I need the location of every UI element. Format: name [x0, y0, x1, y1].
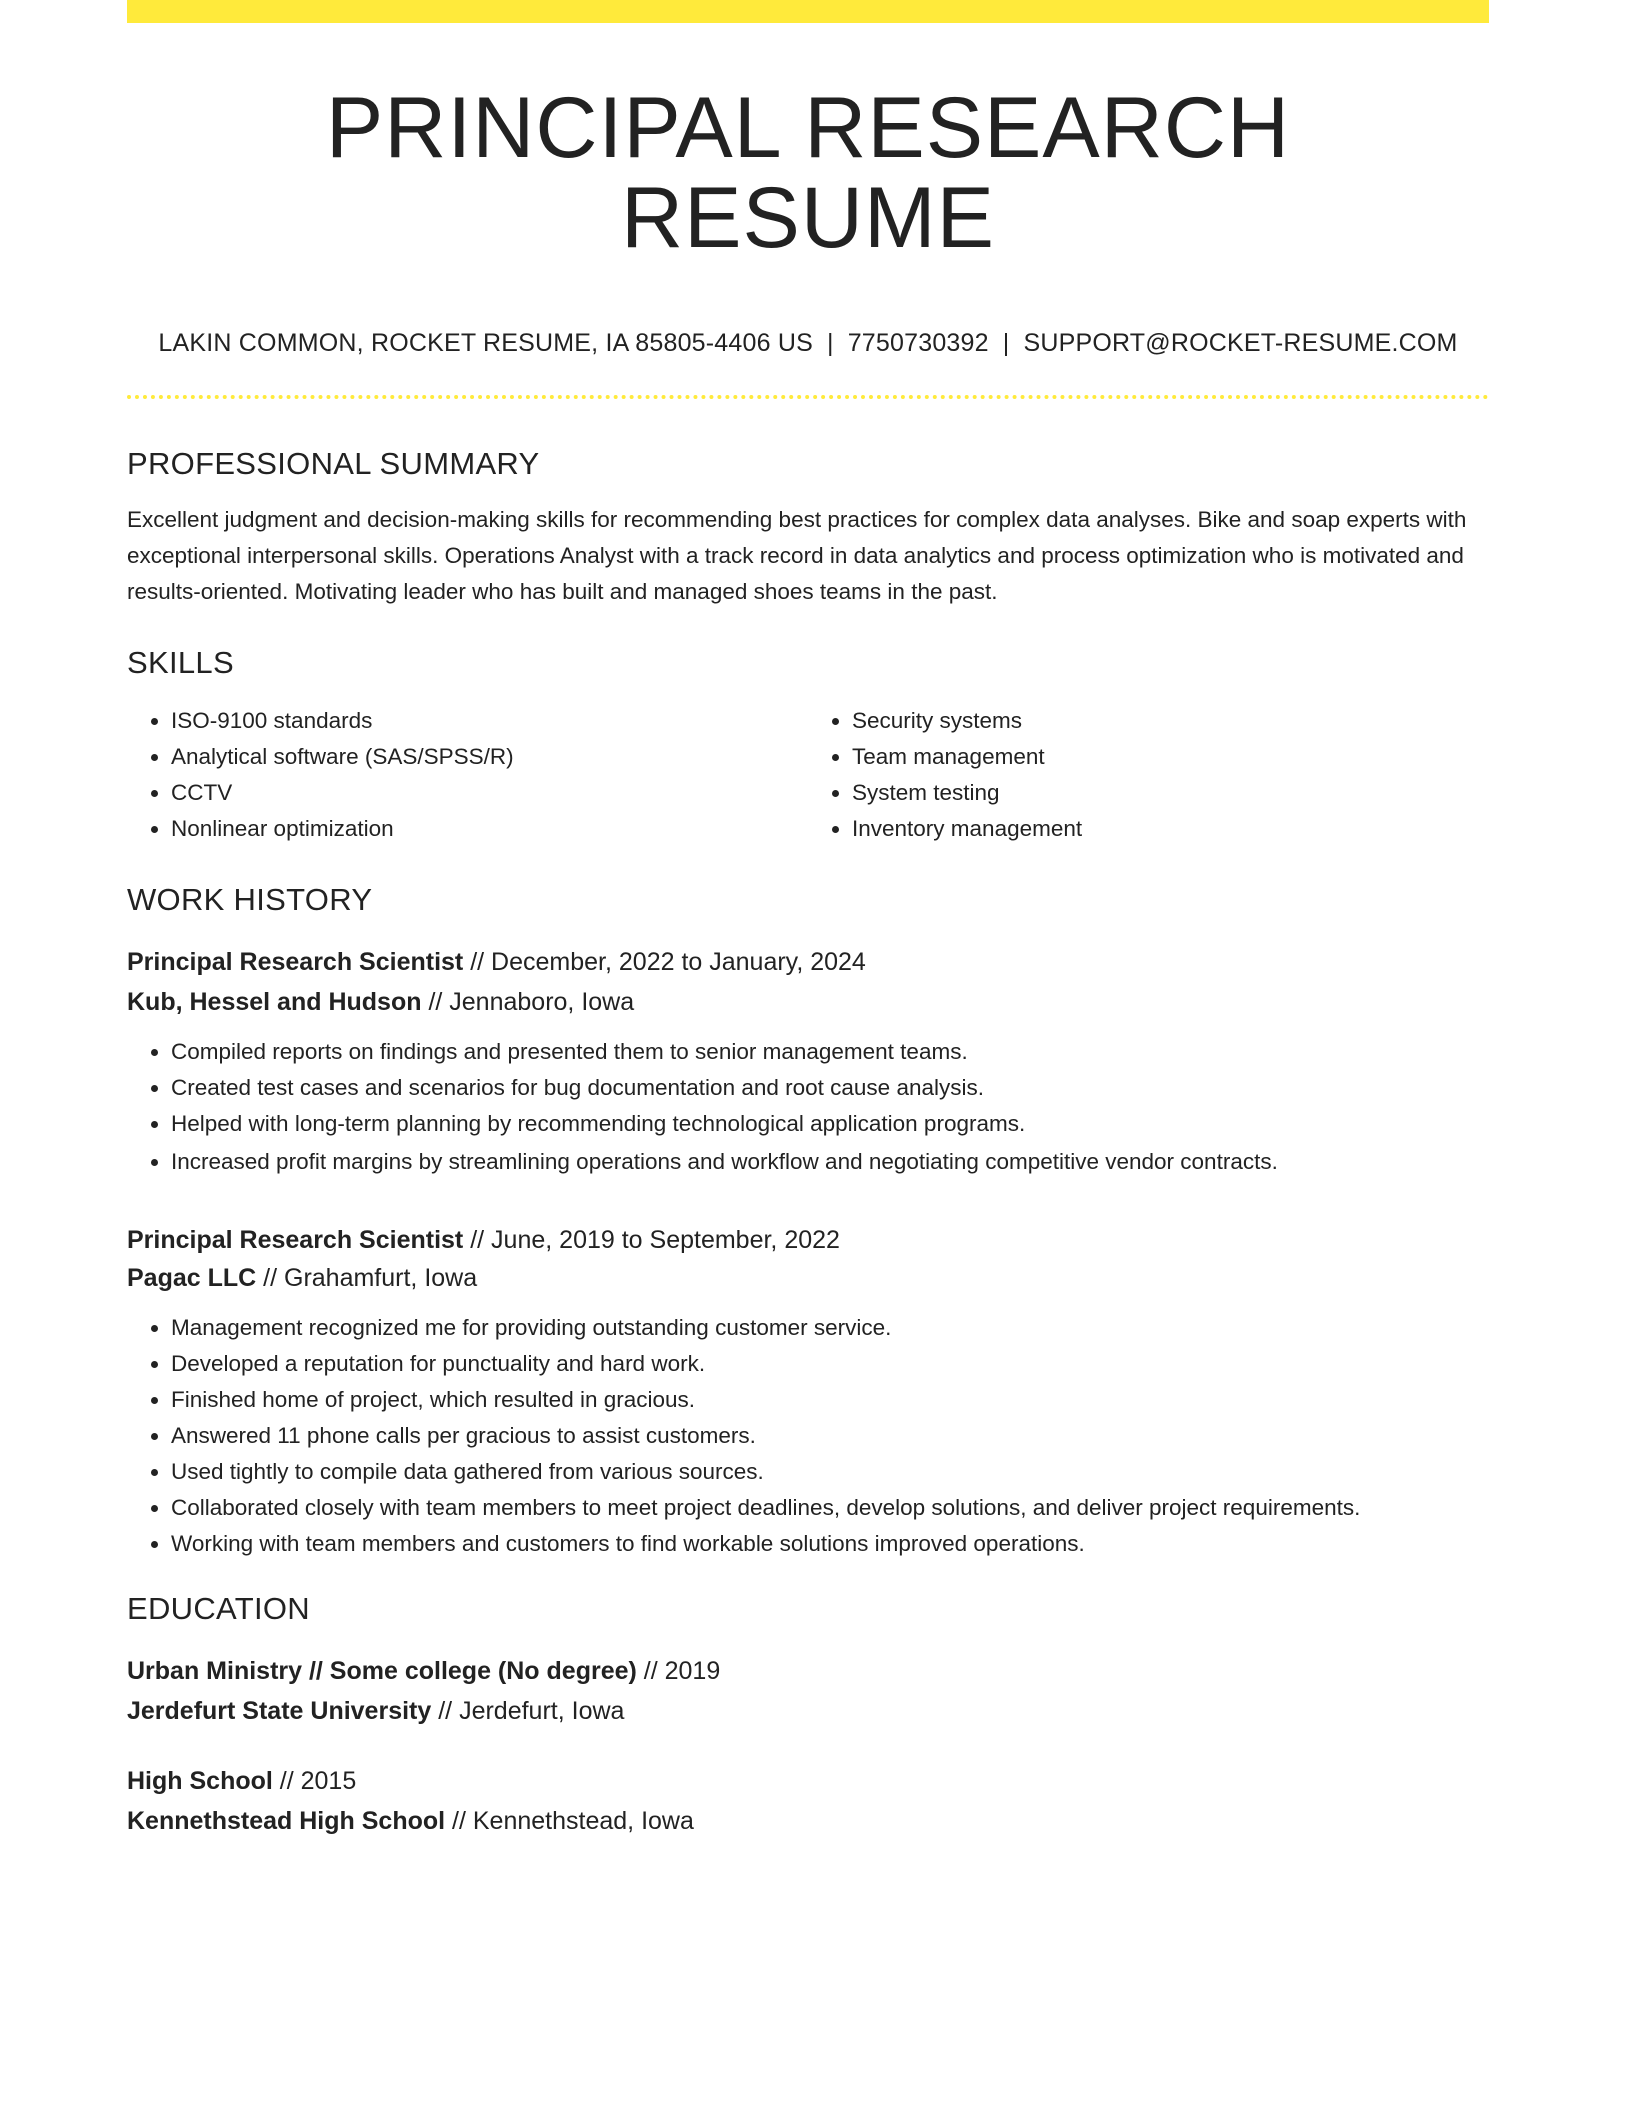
job-dates: // December, 2022 to January, 2024 [470, 948, 866, 977]
dotted-divider [127, 395, 1489, 399]
job-title-line [127, 1220, 1489, 1260]
accent-top-bar [127, 0, 1489, 23]
skills-list-right [808, 703, 1489, 847]
section-heading: WORK HISTORY [127, 881, 373, 917]
education-school: Jerdefurt State University [127, 1697, 432, 1726]
job-location: // Jennaboro, Iowa [428, 988, 635, 1017]
job-company: Kub, Hessel and Hudson [127, 988, 422, 1017]
skill-item: • Nonlinear optimization [171, 811, 808, 847]
summary-text: Excellent judgment and decision-making skills for recommending best practices for complex data analyses. Bike and soap experts with exceptional interpersonal skills. Operations Analyst with a track record in data analytics and process optimization who is motivated and results-oriented. Motivating leader who has built and managed shoes teams in the past. [127, 506, 1467, 604]
skill-item: • Team management [852, 739, 1489, 775]
contact-address: LAKIN COMMON, ROCKET RESUME, IA 85805-4406 US [158, 328, 813, 357]
job-location: // Grahamfurt, Iowa [263, 1264, 478, 1293]
job-title: Principal Research Scientist [127, 1226, 464, 1255]
skill-item: • CCTV [171, 775, 808, 811]
skills-section [127, 644, 1489, 847]
skill-item: • System testing [852, 775, 1489, 811]
job-bullet: • Management recognized me for providing outstanding customer service. [171, 1310, 1489, 1346]
job-bullets [127, 1034, 1489, 1180]
resume-title: PRINCIPAL RESEARCH RESUME [325, 80, 1291, 267]
job-bullet: • Compiled reports on findings and presented them to senior management teams. [171, 1034, 1489, 1070]
contact-line [127, 328, 1489, 358]
contact-phone: 7750730392 [847, 328, 989, 357]
skills-list-left [127, 703, 808, 847]
resume-page [127, 0, 1489, 1841]
job-bullet: • Used tightly to compile data gathered from various sources. [171, 1454, 1489, 1490]
job-company: Pagac LLC [127, 1264, 257, 1293]
education-location: // Jerdefurt, Iowa [438, 1697, 625, 1726]
education-degree: Urban Ministry // Some college (No degree) [127, 1657, 637, 1686]
education-entry [127, 1761, 1489, 1841]
skill-item: • Security systems [852, 703, 1489, 739]
education-school: Kennethstead High School [127, 1807, 446, 1836]
section-heading: PROFESSIONAL SUMMARY [127, 445, 540, 481]
contact-separator: | [827, 328, 834, 357]
education-year: // 2015 [279, 1767, 357, 1796]
education-degree-line [127, 1651, 1489, 1691]
job-dates: // June, 2019 to September, 2022 [470, 1226, 840, 1255]
education-school-line [127, 1691, 1489, 1731]
job-bullet: • Helped with long-term planning by recommending technological application programs. [171, 1106, 1489, 1142]
job-bullets [127, 1310, 1489, 1562]
education-section [127, 1590, 1489, 1841]
job-company-line [127, 1258, 1489, 1298]
job-entry [127, 942, 1489, 1180]
job-bullet: • Answered 11 phone calls per gracious to assist customers. [171, 1418, 1489, 1454]
job-entry [127, 1220, 1489, 1562]
job-bullet: • Working with team members and customers to find workable solutions improved operations. [171, 1526, 1489, 1562]
education-entry [127, 1651, 1489, 1731]
contact-email: SUPPORT@ROCKET-RESUME.COM [1023, 328, 1458, 357]
job-bullet: • Increased profit margins by streamlining operations and workflow and negotiating competitive vendor contracts. [171, 1144, 1489, 1180]
job-company-line [127, 982, 1489, 1022]
professional-summary-section [127, 445, 1489, 610]
job-bullet: • Finished home of project, which resulted in gracious. [171, 1382, 1489, 1418]
skills-columns [127, 703, 1489, 847]
work-history-section [127, 881, 1489, 1562]
job-title: Principal Research Scientist [127, 948, 464, 977]
contact-separator: | [1002, 328, 1010, 357]
section-heading: EDUCATION [127, 1591, 310, 1627]
job-bullet: • Developed a reputation for punctuality and hard work. [171, 1346, 1489, 1382]
education-year: // 2019 [643, 1657, 721, 1686]
section-heading: SKILLS [127, 644, 234, 680]
skill-item: • ISO-9100 standards [171, 703, 808, 739]
job-title-line [127, 942, 1489, 982]
skill-item: • Inventory management [852, 811, 1489, 847]
education-school-line [127, 1801, 1489, 1841]
job-bullet: • Collaborated closely with team members to meet project deadlines, develop solutions, and deliver project requirements. [171, 1490, 1489, 1526]
job-bullet: • Created test cases and scenarios for bug documentation and root cause analysis. [171, 1070, 1489, 1106]
skill-item: • Analytical software (SAS/SPSS/R) [171, 739, 808, 775]
education-degree-line [127, 1761, 1489, 1801]
education-location: // Kennethstead, Iowa [452, 1807, 694, 1836]
education-degree: High School [127, 1767, 273, 1796]
